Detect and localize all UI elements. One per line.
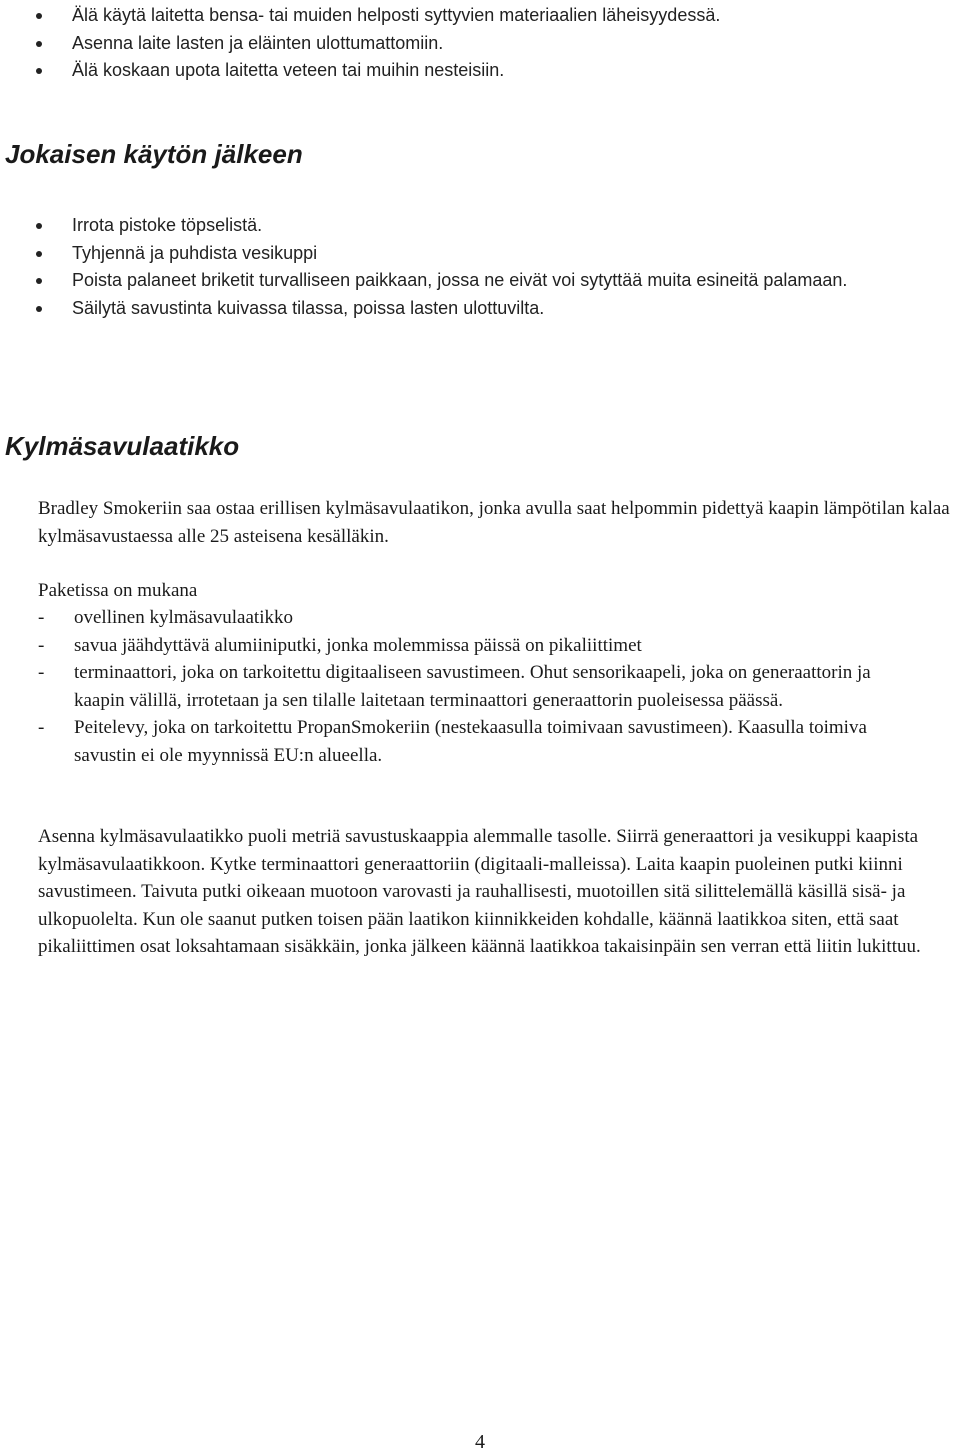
bullet-text: Säilytä savustinta kuivassa tilassa, poissa lasten ulottuvilta. — [72, 297, 545, 318]
package-item-text: savua jäähdyttävä alumiiniputki, jonka molemmissa päissä on pikaliittimet — [74, 634, 642, 656]
list-item — [0, 659, 920, 714]
package-item-text: terminaattori, joka on tarkoitettu digitaaliseen savustimeen. Ohut sensorikaapeli, joka on generaattorin ja kaapin välillä, irrotetaan ja sen tilalle laitetaan terminaattori generaattorin puoleisessa päässä. — [74, 662, 871, 711]
dash-marker: - — [38, 607, 45, 628]
list-item — [0, 57, 960, 85]
intro-paragraph: Bradley Smokeriin saa ostaa erillisen kylmäsavulaatikon, jonka avulla saat helpommin pidettyä kaapin lämpötilan kalaa kylmäsavustaessa alle 25 asteisena kesälläkin. — [38, 498, 950, 547]
package-item-text: Peitelevy, joka on tarkoitettu PropanSmokeriin (nestekaasulla toimivaan savustimeen). Kaasulla toimiva savustin ei ole myynnissä EU:n alueella. — [74, 717, 867, 766]
section-heading-after-use: Jokaisen käytön jälkeen — [5, 139, 303, 169]
safety-bullet-list — [0, 2, 960, 85]
list-item — [0, 267, 960, 295]
package-contents-list — [0, 604, 920, 769]
bullet-text: Älä käytä laitetta bensa- tai muiden helposti syttyvien materiaalien läheisyydessä. — [72, 5, 721, 25]
list-item — [0, 240, 960, 268]
bullet-icon — [36, 251, 42, 257]
list-item — [0, 295, 960, 323]
bullet-icon — [36, 278, 42, 284]
bullet-text: Tyhjennä ja puhdista vesikuppi — [72, 242, 318, 263]
bullet-icon — [36, 13, 42, 19]
bullet-icon — [36, 41, 42, 47]
dash-marker: - — [38, 634, 45, 656]
list-item — [0, 212, 960, 240]
section-heading-cold-smoke-box: Kylmäsavulaatikko — [5, 431, 240, 461]
bullet-text: Älä koskaan upota laitetta veteen tai muihin nesteisiin. — [72, 60, 505, 80]
list-item — [0, 714, 920, 769]
page-number: 4 — [475, 1431, 485, 1453]
bullet-text: Irrota pistoke töpselistä. — [72, 215, 263, 235]
after-use-bullet-list — [0, 212, 960, 322]
package-title: Paketissa on mukana — [38, 580, 198, 601]
package-item-text: ovellinen kylmäsavulaatikko — [74, 607, 293, 628]
installation-paragraph: Asenna kylmäsavulaatikko puoli metriä savustuskaappia alemmalle tasolle. Siirrä generaattori ja vesikuppi kaapista kylmäsavulaatikkoon. Kytke terminaattori generaattoriin (digitaali-malleissa). Laita kaapin puoleinen putki kiinni savustimeen. Taivuta putki oikeaan muotoon varovasti ja rauhallisesti, muotoillen sitä silittelemällä käsillä sisä- ja ulkopuolelta. Kun ole saanut putken toisen pään laatikon kiinnikkeiden kohdalle, käännä laatikkoa siten, että saat pikaliittimen osat loksahtamaan sisäkkäin, jonka jälkeen käännä laatikkoa takaisinpäin sen verran että liitin lukittuu. — [38, 826, 921, 957]
bullet-text: Poista palaneet briketit turvalliseen paikkaan, jossa ne eivät voi sytyttää muita esineitä palamaan. — [72, 270, 848, 290]
bullet-icon — [36, 306, 42, 312]
dash-marker: - — [38, 662, 45, 683]
list-item — [0, 30, 960, 58]
list-item — [0, 632, 920, 660]
list-item — [0, 604, 920, 632]
bullet-text: Asenna laite lasten ja eläinten ulottumattomiin. — [72, 32, 444, 53]
dash-marker: - — [38, 717, 45, 738]
list-item — [0, 2, 960, 30]
bullet-icon — [36, 68, 42, 74]
bullet-icon — [36, 223, 42, 229]
